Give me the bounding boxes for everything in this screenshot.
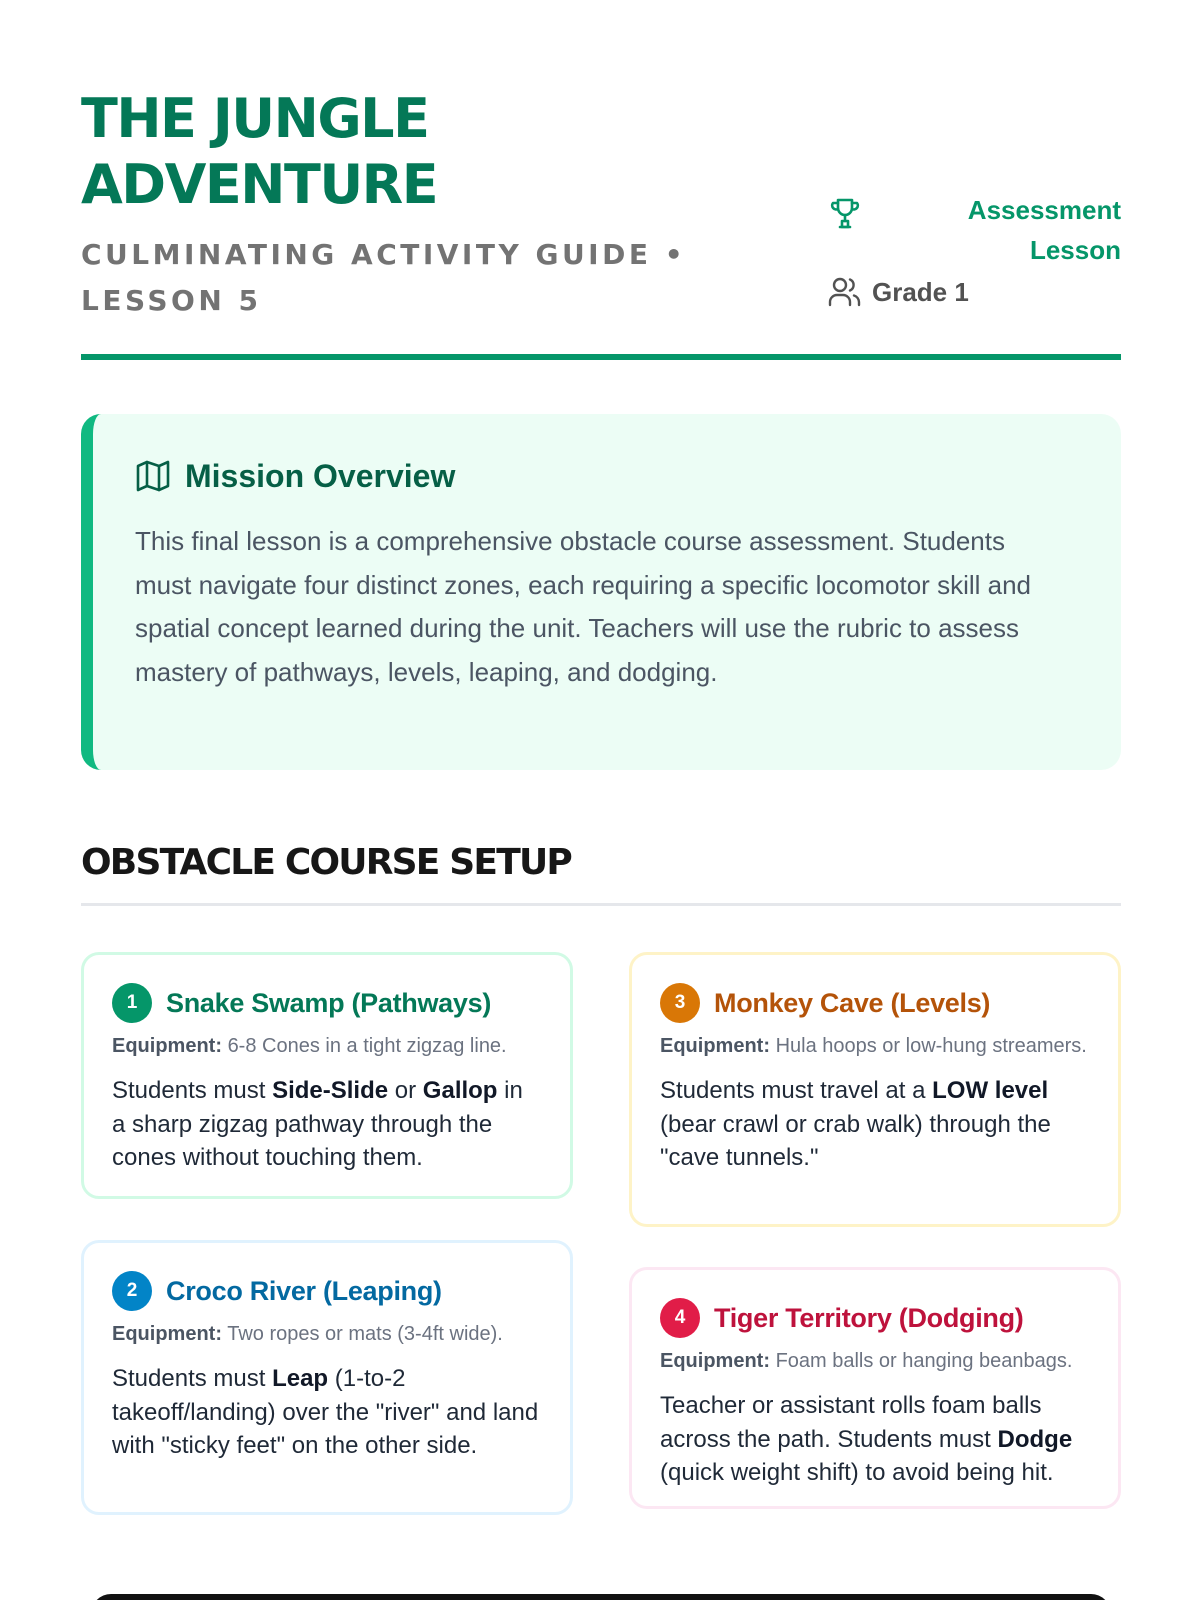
title-line-1: THE JUNGLE bbox=[81, 87, 429, 150]
equipment-text: 6-8 Cones in a tight zigzag line. bbox=[227, 1035, 507, 1057]
zone-description bbox=[660, 1389, 1090, 1490]
zone-title: Snake Swamp (Pathways) bbox=[166, 987, 492, 1018]
zone-card-snake-swamp bbox=[81, 952, 573, 1199]
zone-card-monkey-cave bbox=[629, 952, 1121, 1227]
header-divider bbox=[81, 354, 1121, 360]
mission-text: This final lesson is a comprehensive obstacle course assessment. Students must navigate four distinct zones, each requiring a specific locomotor skill and spatial concept learned during the unit. Teachers will use the rubric to assess mastery of pathways, levels, leaping, and dodging. bbox=[135, 526, 1031, 687]
zone-title: Monkey Cave (Levels) bbox=[714, 987, 991, 1018]
grade-row bbox=[828, 272, 1121, 312]
desc-text: Students must travel at a bbox=[660, 1077, 933, 1104]
lesson-meta bbox=[828, 190, 1121, 312]
desc-skill: LOW level bbox=[932, 1077, 1049, 1104]
map-icon bbox=[135, 459, 171, 493]
title-block bbox=[81, 86, 811, 324]
lesson-type-label bbox=[921, 190, 1121, 270]
lesson-type-line-1: Assessment bbox=[967, 195, 1121, 225]
zone-equipment bbox=[112, 1033, 542, 1060]
zone-number-badge: 4 bbox=[660, 1298, 700, 1338]
title-line-2: ADVENTURE bbox=[81, 153, 438, 216]
equipment-label: Equipment: bbox=[112, 1035, 222, 1057]
zone-header bbox=[660, 983, 1090, 1023]
equipment-text: Hula hoops or low-hung streamers. bbox=[775, 1035, 1087, 1057]
desc-text: or bbox=[388, 1077, 423, 1104]
trophy-icon bbox=[830, 196, 860, 232]
grade-label: Grade 1 bbox=[872, 277, 969, 307]
lesson-type-row bbox=[828, 190, 1121, 272]
zone-card-tiger-territory bbox=[629, 1267, 1121, 1509]
zone-description bbox=[660, 1074, 1090, 1175]
zone-header bbox=[660, 1298, 1090, 1338]
desc-text: Teacher or assistant rolls foam balls across the path. Students must bbox=[660, 1392, 1042, 1453]
desc-skill: Gallop bbox=[422, 1077, 498, 1104]
zone-card-croco-river bbox=[81, 1240, 573, 1515]
desc-text: (quick weight shift) to avoid being hit. bbox=[660, 1459, 1054, 1486]
zone-description bbox=[112, 1362, 542, 1463]
mission-overview-card bbox=[81, 414, 1121, 770]
equipment-label: Equipment: bbox=[112, 1323, 222, 1345]
equipment-text: Two ropes or mats (3-4ft wide). bbox=[227, 1323, 503, 1345]
equipment-label: Equipment: bbox=[660, 1350, 770, 1372]
desc-skill: Side-Slide bbox=[272, 1077, 389, 1104]
desc-text: (bear crawl or crab walk) through the "cave tunnels." bbox=[660, 1110, 1051, 1171]
section-divider bbox=[81, 903, 1121, 906]
users-icon bbox=[828, 276, 862, 308]
zone-description bbox=[112, 1074, 542, 1175]
zone-number-badge: 2 bbox=[112, 1271, 152, 1311]
section-title: OBSTACLE COURSE SETUP bbox=[81, 842, 572, 883]
lesson-type-line-2: Lesson bbox=[1029, 235, 1121, 265]
desc-text: Students must bbox=[112, 1077, 273, 1104]
lesson-page bbox=[81, 0, 1121, 1600]
mission-title: Mission Overview bbox=[185, 457, 456, 494]
zone-title: Croco River (Leaping) bbox=[166, 1275, 442, 1306]
desc-text: (1-to-2 takeoff/landing) over the "river" and land with "sticky feet" on the other side. bbox=[112, 1365, 539, 1459]
zone-equipment bbox=[660, 1033, 1090, 1060]
desc-skill: Dodge bbox=[997, 1425, 1073, 1453]
zone-title: Tiger Territory (Dodging) bbox=[714, 1302, 1024, 1333]
zone-number-badge: 3 bbox=[660, 983, 700, 1023]
next-section-edge bbox=[91, 1594, 1111, 1600]
equipment-text: Foam balls or hanging beanbags. bbox=[775, 1350, 1073, 1372]
page-header bbox=[81, 86, 1121, 358]
desc-text: Students must bbox=[112, 1365, 273, 1392]
page-subtitle: CULMINATING ACTIVITY GUIDE • LESSON 5 bbox=[81, 238, 687, 317]
desc-skill: Leap bbox=[272, 1365, 329, 1392]
equipment-label: Equipment: bbox=[660, 1035, 770, 1057]
desc-text: in a sharp zigzag pathway through the cones without touching them. bbox=[112, 1077, 523, 1171]
zone-equipment bbox=[660, 1348, 1090, 1375]
zone-header bbox=[112, 1271, 542, 1311]
zone-equipment bbox=[112, 1321, 542, 1348]
zone-number-badge: 1 bbox=[112, 983, 152, 1023]
mission-header bbox=[135, 454, 1081, 498]
zone-header bbox=[112, 983, 542, 1023]
page-title bbox=[81, 86, 811, 218]
